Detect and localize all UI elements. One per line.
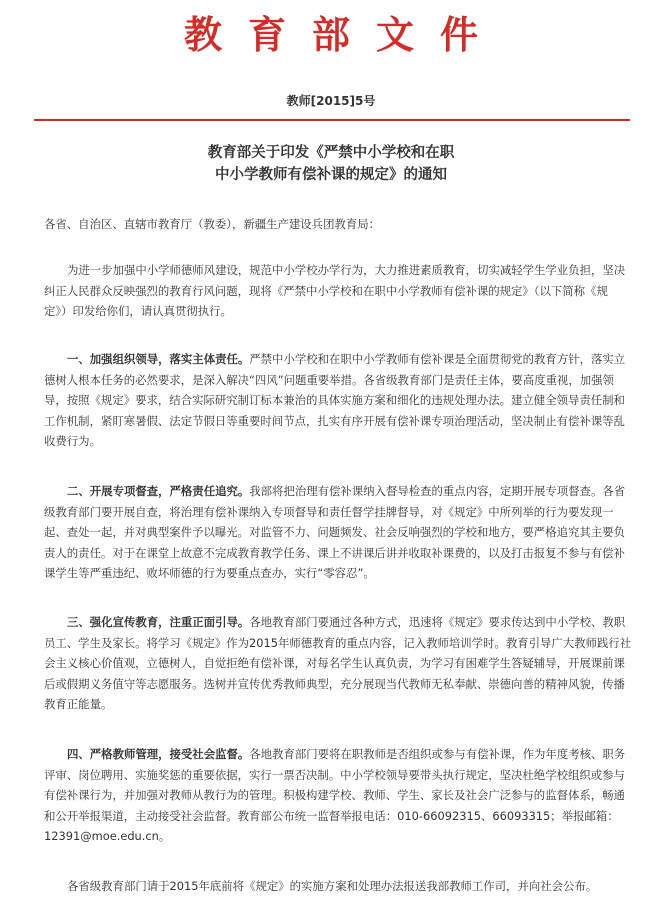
section-2-paragraph [44,481,626,584]
section-1-line: 导，按照《规定》要求，结合实际研究制订标本兼治的具体实施方案和细化的违规处理办法。建立健全领导责任制和 [44,393,625,407]
intro-line-2: 纠正人民群众反映强烈的教育行风问题，现将《严禁中小学校和在职中小学教师有偿补课的规定》（以下简称《规 [44,283,608,298]
section-2-line: 责人的责任。对于在课堂上故意不完成教育教学任务、课上不讲课后讲并收取补课费的，以及打击报复不参与有偿补 [44,545,625,560]
document-header-title: 教育部文件 [183,12,504,57]
intro-line-1: 为进一步加强中小学师德师风建设，规范中小学校办学行为，大力推进素质教育，切实减轻学生学业负担，坚决 [67,263,626,277]
section-4-heading: 四、严格教师管理，接受社会监督。 [67,747,250,761]
section-3-line: 员工、学生及家长。将学习《规定》作为2015年师德教育的重点内容，记入教师培训学时。教育引导广大教师践行社 [44,635,632,650]
section-2-first-line [44,481,626,502]
section-2-line: 课学生等严重违纪、败坏师德的行为要重点查办，实行“零容忍”。 [44,566,375,580]
section-4-paragraph [44,744,626,847]
closing-line: 各省级教育部门请于2015年底前将《规定》的实施方案和处理办法报送我部教师工作司，并向社会公布。 [67,879,598,893]
section-2-line: 起、查处一起，并对典型案件予以曝光。对监管不力、问题频发、社会反响强烈的学校和地方，要严格追究其主要负 [44,525,625,539]
section-4-end-punct: 。 [158,829,171,843]
section-3-paragraph [44,612,632,715]
notice-title [0,142,662,186]
report-email-link[interactable]: 12391@moe.edu.cn [44,829,159,843]
notice-title-line-1: 教育部关于印发《严禁中小学校和在职 [207,145,455,161]
section-2-first-text: 我部将把治理有偿补课纳入督导检查的重点内容，定期开展专项督查。各省 [249,484,626,498]
document-number: 教师[2015]5号 [286,94,376,108]
section-3-heading: 三、强化宣传教育，注重正面引导。 [67,615,250,629]
section-3-first-line [44,612,626,633]
section-4-first-line [44,744,626,765]
intro-paragraph [44,260,626,322]
section-4-line: 评审、岗位聘用、实施奖惩的重要依据，实行一票否决制。中小学校领导要带头执行规定，坚决杜绝学校组织或参与 [44,767,625,782]
section-1-first-line [44,349,626,370]
section-1-first-text: 严禁中小学校和在职中小学教师有偿补课是全面贯彻党的教育方针，落实立 [249,352,626,366]
section-3-first-text: 各地教育部门要通过各种方式，迅速将《规定》要求传达到中小学校、教职 [249,615,626,629]
section-1-heading: 一、加强组织领导，落实主体责任。 [67,352,250,366]
section-3-line: 会主义核心价值观，立德树人，自觉拒绝有偿补课，对每名学生认真负责，为学习有困难学生答疑辅导，开展课前课 [44,656,625,670]
section-4-line: 有偿补课行为，并加强对教师从教行为的管理。积极构建学校、教师、学生、家长及社会广泛参与的监督体系，畅通 [44,788,625,802]
notice-title-line-2: 中小学教师有偿补课的规定》的通知 [215,167,447,183]
red-divider-line [34,119,630,121]
section-1-line: 德树人根本任务的必然要求，是深入解决“四风”问题重要举措。各省级教育部门是责任主体，要高度重视，加强领 [44,372,614,387]
section-4-first-text: 各地教育部门要将在职教师是否组织或参与有偿补课，作为年度考核、职务 [249,747,626,761]
section-2-line: 级教育部门要开展自查，将治理有偿补课纳入专项督导和责任督学挂牌督导，对《规定》中所列举的行为要发现一 [44,504,614,519]
intro-line-3: 定》）印发给你们，请认真贯彻执行。 [44,304,232,318]
section-1-paragraph [44,349,626,452]
salutation: 各省、自治区、直辖市教育厅（教委），新疆生产建设兵团教育局： [44,217,381,231]
section-1-line: 收费行为。 [44,434,101,448]
section-4-email-line [44,826,614,847]
closing-paragraph [44,876,614,897]
section-2-heading: 二、开展专项督查，严格责任追究。 [67,484,250,498]
section-3-line: 教育正能量。 [44,697,113,711]
section-3-line: 后或假期义务值守等志愿服务。选树并宣传优秀教师典型，充分展现当代教师无私奉献、崇德向善的精神风貌，传播 [44,676,625,691]
section-1-line: 工作机制，紧盯寒暑假、法定节假日等重要时间节点，扎实有序开展有偿补课专项治理活动，坚决制止有偿补课等乱 [44,413,625,428]
section-4-line: 和公开举报渠道，主动接受社会监督。教育部公布统一监督举报电话：010-66092315、66093315；举报邮箱： [44,808,619,823]
